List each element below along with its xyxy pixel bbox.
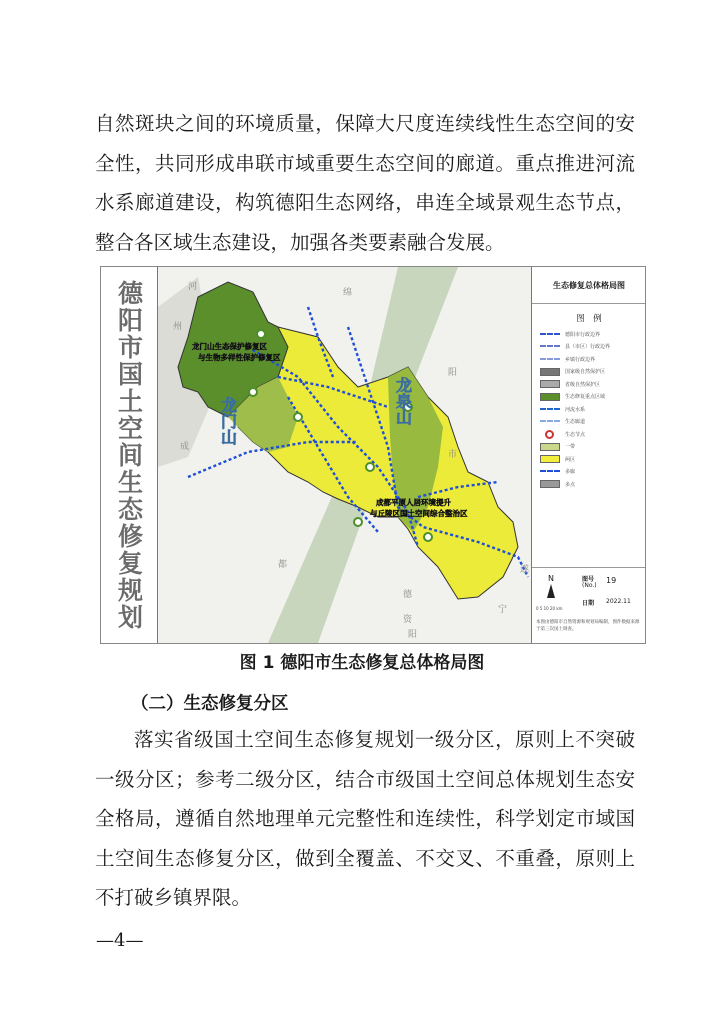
legend-note: 本图由德阳市自然资源和规划局编制，图件数据来源于第三次国土调查。 xyxy=(536,620,640,632)
legend-label: 生态廊道 xyxy=(565,419,586,426)
legend-item xyxy=(532,428,646,441)
legend-item xyxy=(532,366,646,379)
figure-caption: 图 1 德阳市生态修复总体格局图 xyxy=(239,653,485,673)
legend-item xyxy=(532,341,646,354)
legend-item xyxy=(532,416,646,429)
legend-item xyxy=(532,441,646,454)
legend-swatch xyxy=(540,408,560,411)
body-paragraph: 落实省级国土空间生态修复规划一级分区，原则上不突破一级分区；参考二级分区，结合市级国土空间总体规划生态安全格局，遵循自然地理单元完整性和连续性，科学划定市域国土空间生态修复分区，做到全覆盖、不交叉、不重叠，原则上不打破乡镇界限。 xyxy=(95,728,635,909)
zone1-label: 龙门山生态保护修复区 xyxy=(192,342,267,351)
zone2-sub-label: 与丘陵区国土空间综合整治区 xyxy=(370,509,468,518)
city-mian: 绵 xyxy=(343,288,353,298)
date-value: 2022.11 xyxy=(606,598,631,605)
legend-footer xyxy=(532,567,646,618)
legend-item xyxy=(532,353,646,366)
legend-swatch xyxy=(545,430,554,439)
intro-paragraph: 自然斑块之间的环境质量，保障大尺度连续线性生态空间的安全性，共同形成串联市域重要生态空间的廊道。重点推进河流水系廊道建设，构筑德阳生态网络，串连全域景观生态节点，整合各区域生态建设，加强各类要素融合发展。 xyxy=(95,112,635,254)
city-he: 河 xyxy=(188,282,198,292)
date-label-text: 日期 xyxy=(582,600,595,607)
page-number: —4— xyxy=(96,930,144,951)
city-sui: 遂 xyxy=(520,565,530,575)
legend-item xyxy=(532,378,646,391)
section-subheading: （二）生态修复分区 xyxy=(131,694,289,714)
legend-swatch xyxy=(540,455,560,463)
longquan-label: 龙泉山 xyxy=(393,377,413,425)
legend-item xyxy=(532,478,646,491)
city-de: 德 xyxy=(403,590,413,600)
legend-swatch xyxy=(540,380,560,388)
city-ning: 宁 xyxy=(498,605,508,615)
scale-bar: 0 5 10 20 km xyxy=(536,606,563,611)
city-cheng: 成 xyxy=(180,442,190,452)
node-3 xyxy=(294,413,302,421)
legend-swatch xyxy=(540,480,560,488)
zone2-label: 成都平原人居环境提升 xyxy=(376,498,451,507)
north-label: N xyxy=(548,574,554,583)
legend-item xyxy=(532,453,646,466)
longmen-label: 龙门山 xyxy=(218,397,238,445)
city-yang: 阳 xyxy=(448,368,458,378)
legend-label: 德阳市行政边界 xyxy=(565,331,601,338)
legend-label: 生态修复重点区域 xyxy=(565,394,606,401)
legend-label: 多廊 xyxy=(565,469,576,476)
legend-swatch xyxy=(540,470,560,473)
city-shi: 市 xyxy=(448,450,458,460)
legend-item xyxy=(532,391,646,404)
legend-item xyxy=(532,466,646,479)
city-du: 都 xyxy=(278,560,288,570)
legend-label: 多点 xyxy=(565,481,576,488)
map-number-value: 19 xyxy=(606,576,617,585)
legend-item xyxy=(532,328,646,341)
city-zi: 资 xyxy=(403,615,413,625)
node-1 xyxy=(257,330,265,338)
node-6 xyxy=(354,518,362,526)
legend-title: 生态修复总体格局图 xyxy=(532,267,646,304)
legend-swatch xyxy=(540,393,560,401)
map-legend xyxy=(531,267,646,643)
legend-swatch xyxy=(540,443,560,451)
city-zhou: 州 xyxy=(173,322,183,332)
legend-swatch xyxy=(540,345,560,348)
city-yang2: 阳 xyxy=(408,630,418,640)
legend-items xyxy=(532,328,646,491)
map-canvas xyxy=(158,267,531,643)
legend-swatch xyxy=(540,358,560,361)
legend-swatch xyxy=(540,368,560,376)
legend-label: 两区 xyxy=(565,456,576,463)
ecological-restoration-map-figure xyxy=(100,266,646,644)
map-number-sub: (No.) xyxy=(582,582,597,589)
node-7 xyxy=(424,533,432,541)
legend-label: 生态节点 xyxy=(565,431,586,438)
legend-label: 河流水系 xyxy=(565,406,586,413)
legend-label: 国家级自然保护区 xyxy=(565,369,606,376)
legend-swatch xyxy=(540,333,560,336)
legend-swatch xyxy=(540,420,560,423)
figure-side-title xyxy=(101,267,158,643)
node-4 xyxy=(366,463,374,471)
legend-label: 一带 xyxy=(565,444,576,451)
map-number-label-text: 图号 xyxy=(582,576,595,583)
figure-side-title-text: 德阳市国土空间生态修复规划 xyxy=(114,279,144,631)
legend-label: 乡镇行政边界 xyxy=(565,356,596,363)
north-arrow-icon xyxy=(547,584,555,598)
legend-label: 县（市区）行政边界 xyxy=(565,344,611,351)
legend-label: 省级自然保护区 xyxy=(565,381,601,388)
north-arrow xyxy=(544,574,558,598)
zone1-sub-label: 与生物多样性保护修复区 xyxy=(198,353,281,362)
legend-item xyxy=(532,403,646,416)
legend-heading: 图 例 xyxy=(576,314,602,324)
node-2 xyxy=(249,388,257,396)
